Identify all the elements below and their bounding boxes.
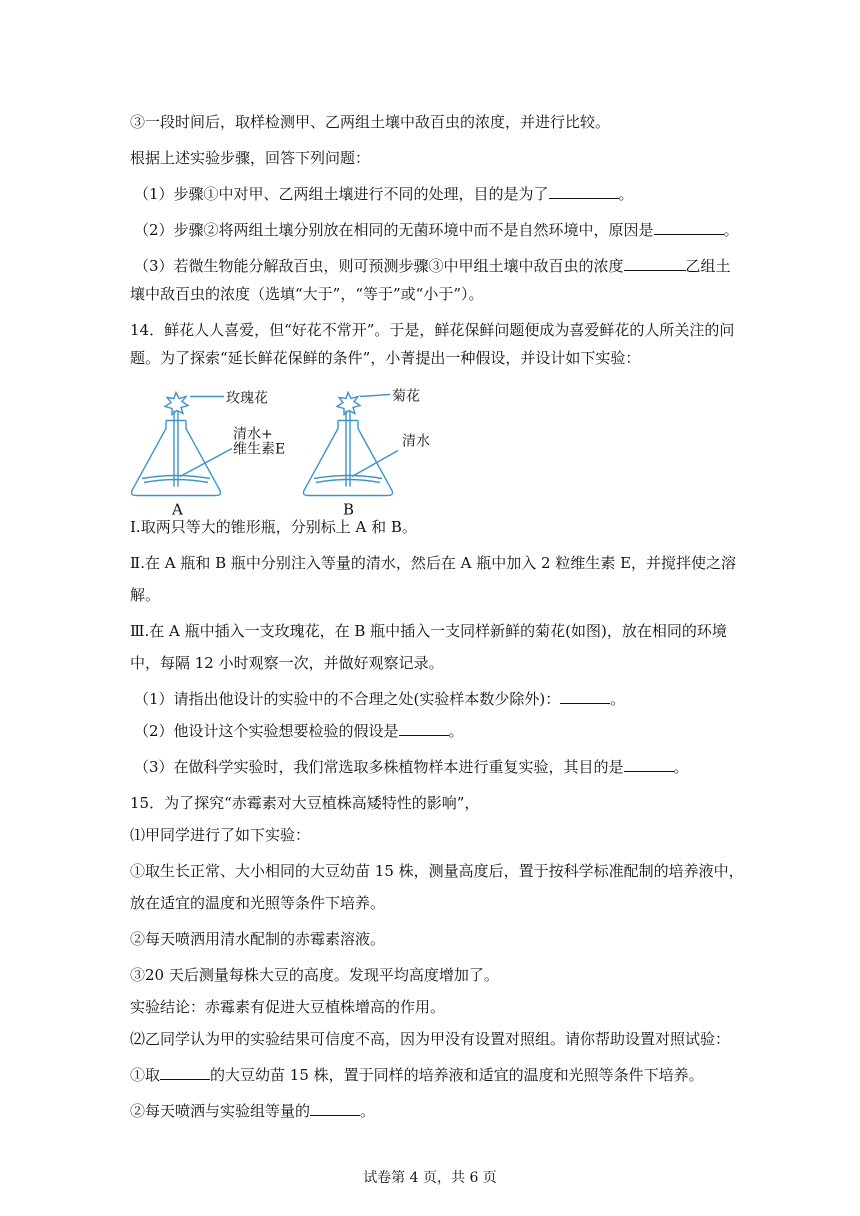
text: ①取生长正常、大小相同的大豆幼苗 15 株，测量高度后，置于按科学标准配制的培养液中， (130, 862, 744, 880)
text: 。 (360, 1102, 376, 1120)
flask-b-liquid-label: 清水 (402, 433, 430, 450)
text-line (130, 928, 385, 949)
text: ③20 天后测量每株大豆的高度。发现平均高度增加了。 (130, 966, 499, 984)
question-text: （3）在做科学实验时，我们常选取多株植物样本进行重复实验，其目的是 (134, 758, 624, 776)
flask-a-liquid-label-2: 维生素E (233, 441, 286, 458)
question-text: 乙组土 (685, 257, 731, 275)
text: Ⅰ.取两只等大的锥形瓶，分别标上 A 和 B。 (130, 518, 417, 536)
flask-a-flower-label: 玫瑰花 (226, 390, 268, 407)
text: 15．为了探究“赤霉素对大豆植株高矮特性的影响”， (130, 794, 480, 812)
question-text: （2）步骤②将两组土壤分别放在相同的无菌环境中而不是自然环境中，原因是 (134, 221, 654, 239)
text: 壤中敌百虫的浓度（选填“大于”，“等于”或“小于”）。 (130, 285, 484, 303)
text: 放在适宜的温度和光照等条件下培养。 (130, 894, 386, 912)
answer-blank[interactable] (160, 1064, 210, 1080)
text: 的大豆幼苗 15 株，置于同样的培养液和适宜的温度和光照等条件下培养。 (210, 1066, 704, 1084)
text: ⑴甲同学进行了如下实验： (130, 826, 311, 844)
step-1 (130, 516, 417, 537)
answer-blank[interactable] (399, 720, 449, 736)
text-line (130, 892, 385, 913)
text-line (130, 283, 484, 304)
question-3 (134, 255, 731, 276)
text-line (130, 996, 445, 1017)
text-line (130, 1100, 375, 1121)
answer-blank[interactable] (654, 219, 724, 235)
question-text: （1）步骤①中对甲、乙两组土壤进行不同的处理，目的是为了 (134, 185, 549, 203)
step-2 (130, 552, 736, 573)
text: ⑵乙同学认为甲的实验结果可信度不高，因为甲没有设置对照组。请你帮助设置对照试验： (130, 1030, 731, 1048)
text-line (130, 111, 610, 132)
answer-blank[interactable] (310, 1100, 360, 1116)
text-line (130, 1028, 730, 1049)
question-text: 。 (610, 690, 626, 708)
answer-blank[interactable] (560, 688, 610, 704)
flask-b-label: B (343, 500, 355, 519)
text-line (130, 964, 499, 985)
answer-blank[interactable] (549, 183, 619, 199)
text-line (130, 860, 744, 881)
text: 题。为了探索“延长鲜花保鲜的条件”，小菁提出一种假设，并设计如下实验： (130, 349, 641, 367)
text: ②每天喷洒与实验组等量的 (130, 1102, 311, 1120)
question-text: （2）他设计这个实验想要检验的假设是 (134, 722, 399, 740)
question-2 (134, 219, 739, 240)
answer-blank[interactable] (624, 255, 686, 271)
text-line (130, 652, 444, 673)
flask-a (132, 393, 233, 496)
text-line (130, 1064, 704, 1085)
question-text: （1）请指出他设计的实验中的不合理之处(实验样本数少除外)： (134, 690, 561, 708)
page-footer: 试卷第 4 页，共 6 页 (363, 1170, 497, 1186)
text: ①取 (130, 1066, 161, 1084)
text: 解。 (130, 586, 161, 604)
flask-figure (128, 378, 458, 528)
question-14 (130, 319, 734, 340)
step-3 (130, 620, 727, 641)
question-text: 。 (673, 758, 689, 776)
flask-b-flower-label: 菊花 (392, 388, 420, 405)
text-line (130, 824, 310, 845)
question-1 (134, 183, 634, 204)
question-text: 。 (723, 221, 739, 239)
sub-question-3 (134, 756, 689, 777)
text: 根据上述实验步骤，回答下列问题： (130, 149, 371, 167)
sub-question-1 (134, 688, 625, 709)
text: 实验结论：赤霉素有促进大豆植株增高的作用。 (130, 998, 446, 1016)
text-line (130, 347, 640, 368)
text: 中，每隔 12 小时观察一次，并做好观察记录。 (130, 654, 444, 672)
question-text: 。 (448, 722, 464, 740)
text-line (130, 147, 370, 168)
flask-a-liquid-label: 清水+ (233, 426, 273, 443)
sub-question-2 (134, 720, 464, 741)
question-text: （3）若微生物能分解敌百虫，则可预测步骤③中甲组土壤中敌百虫的浓度 (134, 257, 624, 275)
text: Ⅲ.在 A 瓶中插入一支玫瑰花，在 B 瓶中插入一支同样新鲜的菊花(如图)，放在相同的环境 (130, 622, 727, 640)
text: ③一段时间后，取样检测甲、乙两组土壤中敌百虫的浓度，并进行比较。 (130, 113, 611, 131)
text-line (130, 584, 160, 605)
flask-b (304, 393, 399, 496)
text: ②每天喷洒用清水配制的赤霉素溶液。 (130, 930, 386, 948)
answer-blank[interactable] (624, 756, 674, 772)
text: Ⅱ.在 A 瓶和 B 瓶中分别注入等量的清水，然后在 A 瓶中加入 2 粒维生素 E，并搅拌使之溶 (130, 554, 737, 572)
question-15 (130, 792, 479, 813)
question-text: 。 (618, 185, 634, 203)
text: 14．鲜花人人喜爱，但“好花不常开”。于是，鲜花保鲜问题便成为喜爱鲜花的人所关注的问 (130, 321, 735, 339)
flask-a-label: A (172, 500, 183, 519)
